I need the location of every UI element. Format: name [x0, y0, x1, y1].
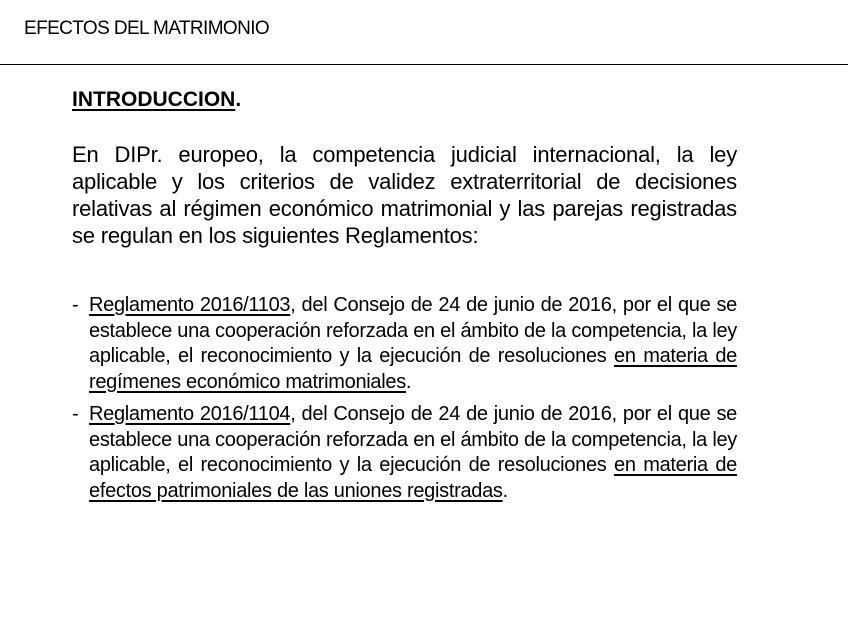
list-bullet: -	[72, 294, 79, 316]
regulation-subject: en materia de regímenes económico matrimoniales	[89, 345, 737, 393]
regulation-end: .	[502, 479, 508, 502]
section-heading-text: INTRODUCCION	[72, 88, 236, 111]
slide-content	[72, 86, 737, 511]
section-heading	[72, 86, 737, 114]
regulation-text: , del Consejo de 24 de junio de 2016, por el que se establece una cooperación reforzada en el ámbito de la competencia, la ley aplicable, el reconocimiento y la ejecución de resoluciones	[89, 403, 737, 476]
header-divider	[0, 64, 848, 65]
list-item	[72, 402, 737, 504]
list-bullet: -	[72, 403, 79, 425]
regulation-name: Reglamento 2016/1104	[89, 403, 291, 425]
regulation-subject: en materia de efectos patrimoniales de las uniones registradas	[89, 454, 737, 502]
section-heading-punct: .	[235, 88, 242, 111]
regulation-name: Reglamento 2016/1103	[89, 294, 291, 316]
list-item	[72, 293, 737, 395]
intro-paragraph: En DIPr. europeo, la competencia judicial internacional, la ley aplicable y los criterios de validez extraterritorial de decisiones relativas al régimen económico matrimonial y las parejas registradas se regulan en los siguientes Reglamentos:	[72, 142, 737, 248]
regulation-end: .	[405, 370, 412, 393]
regulations-list	[72, 293, 737, 504]
slide-title: EFECTOS DEL MATRIMONIO	[24, 18, 270, 39]
regulation-text: , del Consejo de 24 de junio de 2016, por el que se establece una cooperación reforzada en el ámbito de la competencia, la ley aplicable, el reconocimiento y la ejecución de resoluciones	[89, 294, 737, 367]
